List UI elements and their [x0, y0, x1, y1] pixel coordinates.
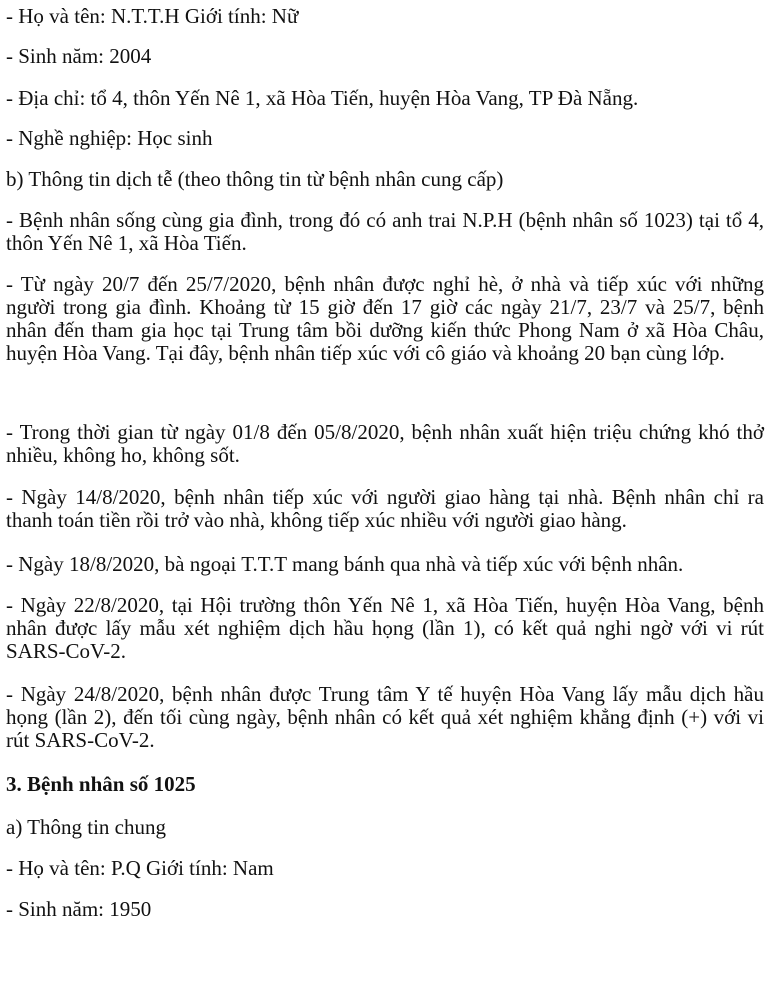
patient-1025-birth-year: - Sinh năm: 1950: [6, 897, 152, 921]
epidemiology-second-test-paragraph: - Ngày 24/8/2020, bệnh nhân được Trung tâm Y tế huyện Hòa Vang lấy mẫu dịch hầu họng (lần 2), đến tối cùng ngày, bệnh nhân có kết quả xét nghiệm khẳng định (+) với vi rút SARS-CoV-2.: [6, 682, 764, 752]
patient-1024-address: - Địa chỉ: tổ 4, thôn Yến Nê 1, xã Hòa Tiến, huyện Hòa Vang, TP Đà Nẵng.: [6, 86, 639, 110]
patient-1024-birth-year: - Sinh năm: 2004: [6, 44, 152, 68]
epidemiology-family-paragraph: - Bệnh nhân sống cùng gia đình, trong đó có anh trai N.P.H (bệnh nhân số 1023) tại tổ 4, thôn Yến Nê 1, xã Hòa Tiến.: [6, 208, 764, 255]
patient-1024-name-gender: - Họ và tên: N.T.T.H Giới tính: Nữ: [6, 4, 299, 28]
patient-1025-name-gender: - Họ và tên: P.Q Giới tính: Nam: [6, 856, 274, 880]
epidemiology-grandmother-paragraph: - Ngày 18/8/2020, bà ngoại T.T.T mang bánh qua nhà và tiếp xúc với bệnh nhân.: [6, 552, 684, 576]
patient-1024-occupation: - Nghề nghiệp: Học sinh: [6, 126, 213, 150]
epidemiology-first-test-paragraph: - Ngày 22/8/2020, tại Hội trường thôn Yến Nê 1, xã Hòa Tiến, huyện Hòa Vang, bệnh nhân được lấy mẫu xét nghiệm dịch hầu họng (lần 1), có kết quả nghi ngờ với vi rút SARS-CoV-2.: [6, 593, 764, 663]
epidemiology-symptoms-paragraph: - Trong thời gian từ ngày 01/8 đến 05/8/2020, bệnh nhân xuất hiện triệu chứng khó thở nhiều, không ho, không sốt.: [6, 420, 764, 467]
patient-1025-heading: 3. Bệnh nhân số 1025: [6, 772, 196, 796]
epidemiology-delivery-paragraph: - Ngày 14/8/2020, bệnh nhân tiếp xúc với người giao hàng tại nhà. Bệnh nhân chỉ ra thanh toán tiền rồi trở vào nhà, không tiếp xúc nhiều với người giao hàng.: [6, 485, 764, 532]
patient-1025-general-info-subheading: a) Thông tin chung: [6, 815, 167, 839]
epidemiology-subheading: b) Thông tin dịch tễ (theo thông tin từ bệnh nhân cung cấp): [6, 167, 504, 191]
epidemiology-summer-paragraph: - Từ ngày 20/7 đến 25/7/2020, bệnh nhân được nghỉ hè, ở nhà và tiếp xúc với những người trong gia đình. Khoảng từ 15 giờ đến 17 giờ các ngày 21/7, 23/7 và 25/7, bệnh nhân đến tham gia học tại Trung tâm bồi dưỡng kiến thức Phong Nam ở xã Hòa Châu, huyện Hòa Vang. Tại đây, bệnh nhân tiếp xúc với cô giáo và khoảng 20 bạn cùng lớp.: [6, 272, 764, 365]
